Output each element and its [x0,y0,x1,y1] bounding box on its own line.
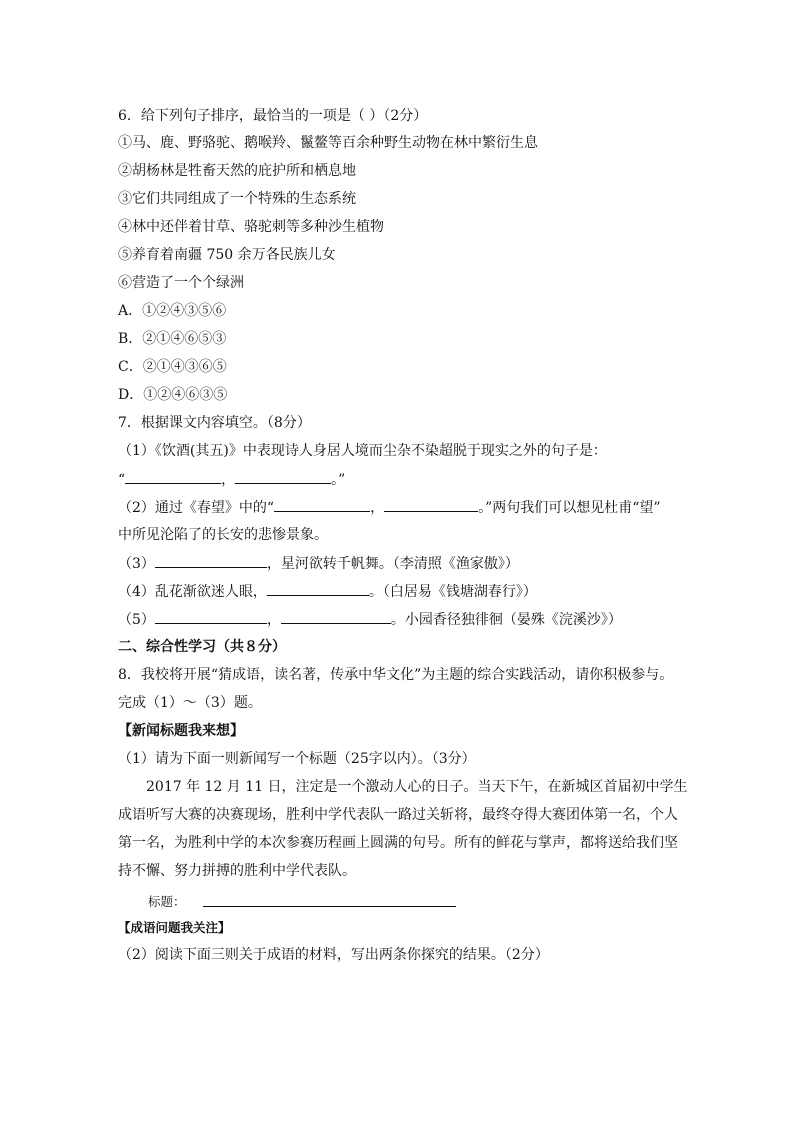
q7-stem: 7．根据课文内容填空。（8分） [118,415,311,431]
comma: ， [221,472,236,488]
q8-sub1-question: （1）请为下面一则新闻写一个标题（25字以内）。（3分） [118,751,476,767]
suffix: 。（白居易《钱塘湖春行》） [368,584,537,600]
prefix: （4）乱花渐欲迷人眼， [118,584,267,600]
blank [155,609,267,624]
q6-sentence-3: ③它们共同组成了一个特殊的生态系统 [118,191,356,207]
blank [384,497,478,512]
q6-option-a: A．①②④③⑤⑥ [118,303,227,319]
q6-sentence-6: ⑥营造了一个个绿洲 [118,275,244,291]
suffix: 。”两句我们可以想见杜甫“望” [478,500,661,516]
close-quote: 。” [331,472,346,488]
q7-part1-blanks [118,469,345,490]
comma: ， [266,612,281,628]
blank [235,469,331,484]
q7-part4 [118,581,537,602]
title-answer-line [203,906,456,907]
news-line-3: 第一名，为胜利中学的本次参赛历程画上圆满的句号。所有的鲜花与掌声，都将送给我们坚 [118,835,678,851]
blank [281,609,391,624]
blank [125,469,221,484]
suffix: ，星河欲转千帆舞。（李清照《渔家傲》） [266,556,519,572]
news-line-4: 持不懈、努力拼搏的胜利中学代表队。 [118,863,356,879]
q7-part2-line1 [118,497,661,518]
q8-line2: 完成（1）～（3）题。 [118,695,262,711]
q7-part2-line2: 中所见沦陷了的长安的悲惨景象。 [118,527,328,543]
prefix: （3） [118,556,155,572]
prefix: （5） [118,612,155,628]
q6-option-d: D．①②④⑥③⑤ [118,387,228,403]
blank [155,553,267,568]
open-quote: “ [118,472,126,488]
q6-sentence-5: ⑤养育着南疆 750 余万各民族儿女 [118,247,336,263]
title-label: 标题： [148,894,186,909]
q6-option-c: C．②①④③⑥⑤ [118,359,227,375]
news-line-2: 成语听写大赛的决赛现场，胜利中学代表队一路过关斩将，最终夺得大赛团体第一名，个人 [118,807,678,823]
q6-sentence-1: ①马、鹿、野骆驼、鹅喉羚、鬣鳌等百余种野生动物在林中繁衍生息 [118,135,538,151]
q8-sub2-question: （2）阅读下面三则关于成语的材料，写出两条你探究的结果。（2分） [118,947,549,963]
suffix: 。小园香径独徘徊（晏殊《浣溪沙》） [390,612,622,628]
q8-sub2-title: 【成语问题我关注】 [118,920,231,935]
q6-sentence-4: ④林中还伴着甘草、骆驼刺等多种沙生植物 [118,219,384,235]
blank [274,497,370,512]
q6-stem: 6．给下列句子排序，最恰当的一项是（ ）（2分） [118,108,428,124]
q8-line1: 8．我校将开展“猜成语，读名著，传承中华文化”为主题的综合实践活动，请你积极参与。 [118,667,674,683]
q7-part1-prompt: （1）《饮酒(其五)》中表现诗人身居人境而尘杂不染超脱于现实之外的句子是： [118,443,607,459]
news-line-1: 2017 年 12 月 11 日，注定是一个激动人心的日子。当天下午，在新城区首届初中学生 [146,779,688,795]
prefix: （2）通过《春望》中的“ [118,500,275,516]
comma: ， [370,500,385,516]
q6-option-b: B．②①④⑥⑤③ [118,331,227,347]
section-heading: 二、综合性学习（共８分） [118,639,286,655]
blank [267,581,369,596]
q7-part3 [118,553,519,574]
q8-sub1-title: 【新闻标题我来想】 [118,723,244,739]
q7-part5 [118,609,622,630]
q6-sentence-2: ②胡杨林是牲畜天然的庇护所和栖息地 [118,163,356,179]
